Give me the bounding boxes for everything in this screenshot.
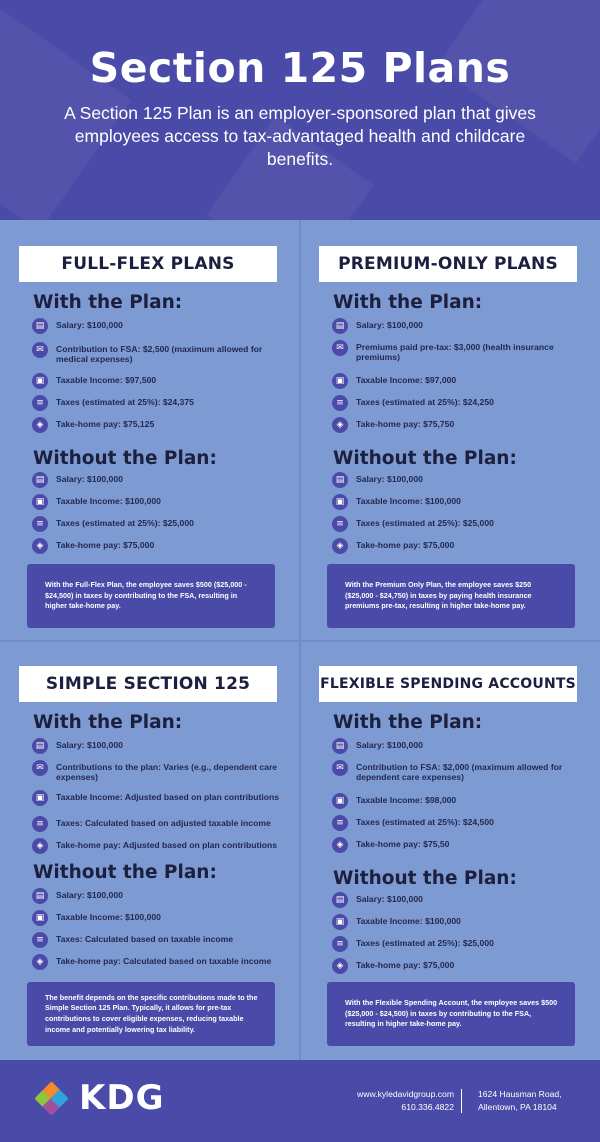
document-icon: ≡ [332, 936, 348, 952]
website-link[interactable]: www.kyledavidgroup.com [357, 1089, 454, 1099]
list-item [332, 494, 587, 510]
list-item [32, 738, 287, 754]
salary-icon: ▤ [332, 472, 348, 488]
document-icon: ≡ [332, 516, 348, 532]
plan-panel [0, 220, 300, 640]
income-icon: ▣ [332, 373, 348, 389]
logo-text: KDG [79, 1078, 165, 1118]
with-plan-heading: With the Plan: [33, 712, 183, 733]
list-item-text: Take-home pay: $75,000 [356, 540, 455, 550]
list-item-text: Salary: $100,000 [356, 474, 423, 484]
salary-icon: ▤ [32, 318, 48, 334]
paycheck-icon: ◈ [32, 538, 48, 554]
list-item-text: Take-home pay: $75,750 [356, 419, 455, 429]
list-item-text: Take-home pay: $75,000 [356, 960, 455, 970]
document-icon: ≡ [32, 932, 48, 948]
without-plan-heading: Without the Plan: [33, 448, 217, 469]
paycheck-icon: ◈ [332, 538, 348, 554]
panel-title: SIMPLE SECTION 125 [19, 666, 277, 702]
list-item-text: Take-home pay: Calculated based on taxable income [56, 956, 272, 966]
divider [461, 1089, 462, 1113]
savings-note-text: With the Full-Flex Plan, the employee saves $500 ($25,000 - $24,500) in taxes by contributing to the FSA, resulting in higher take-home pay. [45, 580, 247, 611]
list-item-text: Taxable Income: $100,000 [56, 912, 161, 922]
list-item-text: Contribution to FSA: $2,500 (maximum allowed for medical expenses) [56, 344, 263, 364]
list-item [32, 342, 287, 364]
list-item-text: Taxable Income: Adjusted based on plan contributions [56, 792, 279, 802]
list-item-text: Contributions to the plan: Varies (e.g., dependent care expenses) [56, 762, 278, 782]
list-item-text: Taxes (estimated at 25%): $24,375 [56, 397, 194, 407]
list-item [32, 910, 287, 926]
address [478, 1088, 562, 1113]
list-item [32, 790, 287, 806]
with-plan-heading: With the Plan: [333, 292, 483, 313]
list-item [332, 340, 587, 362]
money-icon: ✉ [32, 342, 48, 358]
list-item [332, 892, 587, 908]
footer [0, 1060, 600, 1142]
list-item-text: Taxes (estimated at 25%): $25,000 [356, 938, 494, 948]
list-item-text: Taxes: Calculated based on adjusted taxable income [56, 818, 271, 828]
page-title: Section 125 Plans [89, 44, 511, 92]
list-item-text: Taxable Income: $97,000 [356, 375, 457, 385]
list-item [32, 760, 287, 782]
list-item [332, 373, 587, 389]
list-item [332, 936, 587, 952]
income-icon: ▣ [332, 793, 348, 809]
without-plan-heading: Without the Plan: [333, 868, 517, 889]
list-item [332, 793, 587, 809]
list-item-text: Taxable Income: $100,000 [356, 496, 461, 506]
list-item-text: Salary: $100,000 [356, 740, 423, 750]
list-item-text: Premiums paid pre-tax: $3,000 (health insurance premiums) [356, 342, 554, 362]
savings-note-text: With the Premium Only Plan, the employee saves $250 ($25,000 - $24,750) in taxes by paying health insurance premiums pre-tax, resulting in higher take-home pay. [345, 580, 532, 611]
paycheck-icon: ◈ [32, 954, 48, 970]
page-subtitle: A Section 125 Plan is an employer-sponsored plan that gives employees access to tax-advantaged health and childcare benefits. [64, 103, 536, 169]
list-item-text: Salary: $100,000 [56, 474, 123, 484]
savings-note [27, 564, 275, 628]
money-icon: ✉ [332, 340, 348, 356]
list-item-text: Taxable Income: $98,000 [356, 795, 457, 805]
plans-grid [0, 220, 600, 1060]
savings-note [327, 982, 575, 1046]
salary-icon: ▤ [332, 892, 348, 908]
document-icon: ≡ [32, 516, 48, 532]
list-item [332, 760, 587, 782]
panel-title: PREMIUM-ONLY PLANS [319, 246, 577, 282]
income-icon: ▣ [32, 790, 48, 806]
list-item [332, 738, 587, 754]
salary-icon: ▤ [32, 472, 48, 488]
list-item [332, 395, 587, 411]
kdg-logo-icon [35, 1082, 69, 1116]
list-item-text: Taxable Income: $100,000 [56, 496, 161, 506]
list-item-text: Taxable Income: $97,500 [56, 375, 157, 385]
income-icon: ▣ [32, 373, 48, 389]
document-icon: ≡ [332, 815, 348, 831]
paycheck-icon: ◈ [32, 838, 48, 854]
income-icon: ▣ [32, 910, 48, 926]
salary-icon: ▤ [32, 738, 48, 754]
list-item [32, 816, 287, 832]
plan-panel [0, 640, 300, 1060]
list-item [332, 837, 587, 853]
without-plan-heading: Without the Plan: [333, 448, 517, 469]
document-icon: ≡ [32, 816, 48, 832]
plan-panel [300, 220, 600, 640]
income-icon: ▣ [32, 494, 48, 510]
income-icon: ▣ [332, 914, 348, 930]
list-item-text: Taxes (estimated at 25%): $25,000 [356, 518, 494, 528]
salary-icon: ▤ [332, 738, 348, 754]
list-item [332, 815, 587, 831]
income-icon: ▣ [332, 494, 348, 510]
list-item [332, 914, 587, 930]
with-plan-heading: With the Plan: [33, 292, 183, 313]
list-item-text: Take-home pay: $75,000 [56, 540, 155, 550]
list-item-text: Salary: $100,000 [56, 740, 123, 750]
without-plan-heading: Without the Plan: [33, 862, 217, 883]
list-item-text: Taxes (estimated at 25%): $24,250 [356, 397, 494, 407]
list-item [32, 538, 287, 554]
with-plan-heading: With the Plan: [333, 712, 483, 733]
list-item [32, 838, 287, 854]
list-item-text: Taxes (estimated at 25%): $24,500 [356, 817, 494, 827]
paycheck-icon: ◈ [332, 417, 348, 433]
list-item [32, 417, 287, 433]
list-item-text: Salary: $100,000 [56, 320, 123, 330]
money-icon: ✉ [32, 760, 48, 776]
list-item [332, 472, 587, 488]
list-item-text: Salary: $100,000 [56, 890, 123, 900]
list-item [32, 494, 287, 510]
list-item [332, 538, 587, 554]
savings-note [327, 564, 575, 628]
savings-note-text: With the Flexible Spending Account, the employee saves $500 ($25,000 - $24,500) in taxes by contributing to the FSA, resulting in higher take-home pay. [345, 998, 558, 1029]
phone-number[interactable]: 610.336.4822 [401, 1101, 454, 1112]
money-icon: ✉ [332, 760, 348, 776]
list-item [332, 516, 587, 532]
paycheck-icon: ◈ [332, 837, 348, 853]
salary-icon: ▤ [32, 888, 48, 904]
list-item-text: Salary: $100,000 [356, 320, 423, 330]
list-item [32, 318, 287, 334]
panel-title: FLEXIBLE SPENDING ACCOUNTS [319, 666, 577, 702]
savings-note [27, 982, 275, 1046]
list-item [32, 395, 287, 411]
list-item [332, 417, 587, 433]
paycheck-icon: ◈ [32, 417, 48, 433]
document-icon: ≡ [332, 395, 348, 411]
contact-info [357, 1088, 454, 1113]
list-item-text: Salary: $100,000 [356, 894, 423, 904]
list-item-text: Taxes (estimated at 25%): $25,000 [56, 518, 194, 528]
header-banner [0, 0, 600, 220]
list-item [32, 954, 287, 970]
plan-panel [300, 640, 600, 1060]
paycheck-icon: ◈ [332, 958, 348, 974]
document-icon: ≡ [32, 395, 48, 411]
list-item [32, 888, 287, 904]
list-item [332, 318, 587, 334]
list-item-text: Take-home pay: $75,125 [56, 419, 155, 429]
list-item [32, 516, 287, 532]
list-item-text: Take-home pay: $75,50 [356, 839, 450, 849]
panel-title: FULL-FLEX PLANS [19, 246, 277, 282]
list-item [32, 373, 287, 389]
list-item-text: Contribution to FSA: $2,000 (maximum allowed for dependent care expenses) [356, 762, 563, 782]
list-item-text: Taxable Income: $100,000 [356, 916, 461, 926]
address-line: 1624 Hausman Road, [478, 1089, 562, 1099]
salary-icon: ▤ [332, 318, 348, 334]
savings-note-text: The benefit depends on the specific contributions made to the Simple Section 125 Plan. Typically, it allows for pre-tax contributions to cover eligible expenses, reducing taxable income and potentially lowering tax liability. [45, 992, 258, 1034]
list-item-text: Take-home pay: Adjusted based on plan contributions [56, 840, 278, 850]
address-line: Allentown, PA 18104 [478, 1101, 557, 1112]
list-item [332, 958, 587, 974]
list-item [32, 472, 287, 488]
list-item [32, 932, 287, 948]
list-item-text: Taxes: Calculated based on taxable income [56, 934, 234, 944]
